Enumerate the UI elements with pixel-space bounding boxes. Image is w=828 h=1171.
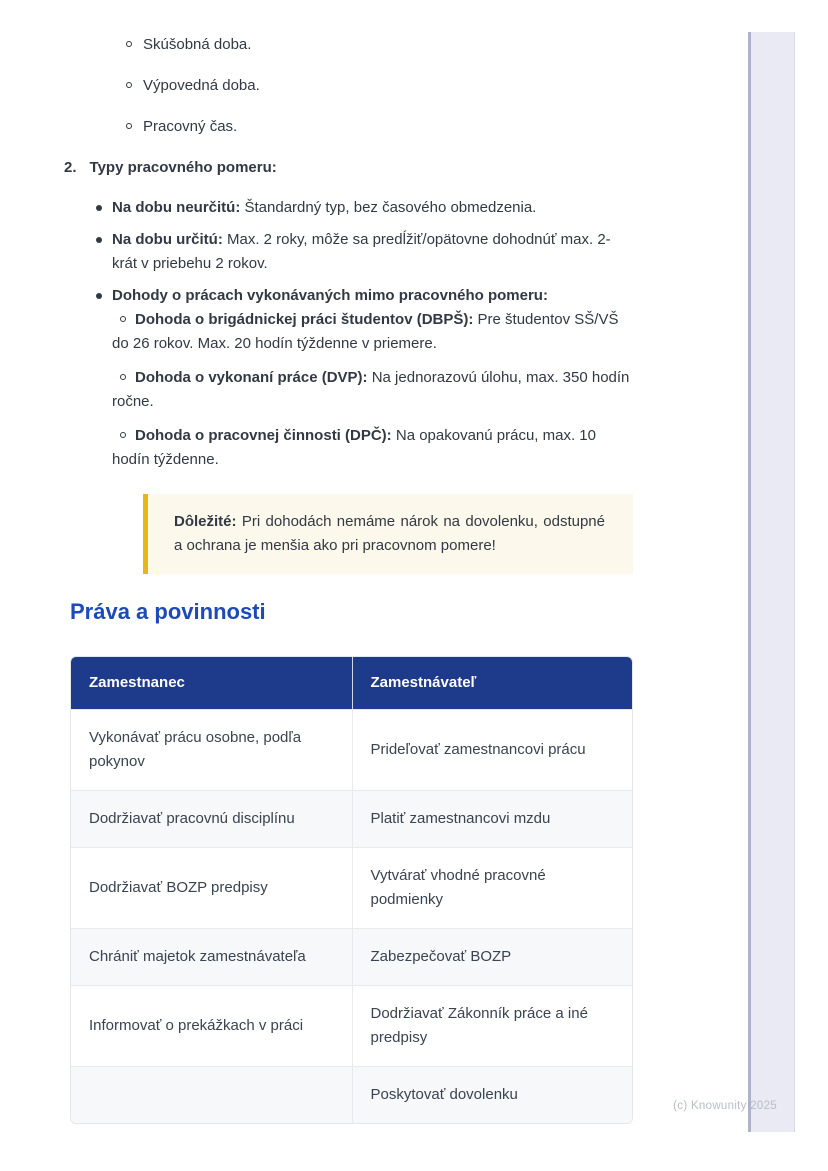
circle-bullet-icon (120, 374, 126, 380)
table-header-cell-employee: Zamestnanec (71, 657, 352, 709)
list-item (70, 33, 633, 57)
important-callout (143, 494, 633, 574)
list-item-term: Na dobu určitú: (112, 231, 223, 248)
list-item-term: Dohoda o brigádnickej práci študentov (DBPŠ): (135, 311, 474, 328)
table-row (71, 790, 632, 847)
section-heading: Práva a povinnosti (70, 599, 266, 624)
circle-list-top (70, 33, 633, 139)
bullet-list (70, 196, 633, 472)
table-cell: Zabezpečovať BOZP (352, 928, 633, 985)
list-item-text: Max. 2 roky, môže sa predĺžiť/opätovne dohodnúť max. 2-krát v priebehu 2 rokov. (112, 231, 611, 272)
table-cell: Platiť zamestnancovi mzdu (352, 790, 633, 847)
circle-bullet-icon (126, 82, 132, 88)
table-cell: Chrániť majetok zamestnávateľa (71, 928, 352, 985)
numbered-item-label: Typy pracovného pomeru: (89, 159, 277, 176)
table-header-row (71, 657, 632, 709)
table-body (71, 709, 632, 1123)
table-head (71, 657, 632, 709)
table-cell: Informovať o prekážkach v práci (71, 985, 352, 1066)
disc-bullet-icon (96, 237, 102, 243)
table-row (71, 928, 632, 985)
table-row (71, 847, 632, 928)
list-item-term: Dohoda o vykonaní práce (DVP): (135, 369, 368, 386)
circle-bullet-icon (120, 432, 126, 438)
disc-bullet-icon (96, 293, 102, 299)
table-header-cell-employer: Zamestnávateľ (352, 657, 633, 709)
list-item-term: Dohody o prácach vykonávaných mimo pracovného pomeru: (112, 287, 548, 304)
list-item (70, 74, 633, 98)
table-row (71, 709, 632, 790)
table-row (71, 985, 632, 1066)
page-edge-strip (748, 32, 795, 1132)
table-cell: Vykonávať prácu osobne, podľa pokynov (71, 709, 352, 790)
callout-label: Dôležité: (174, 513, 237, 530)
watermark: (c) Knowunity 2025 (673, 1100, 777, 1112)
list-item (70, 196, 633, 220)
rights-duties-table (70, 656, 633, 1124)
circle-bullet-icon (126, 123, 132, 129)
list-item-text: Skúšobná doba. (143, 36, 252, 53)
list-item-term: Dohoda o pracovnej činnosti (DPČ): (135, 427, 392, 444)
circle-bullet-icon (120, 316, 126, 322)
list-item-text: Na opakovanú prácu, max. 10 hodín týždenne. (112, 427, 596, 468)
table-cell: Poskytovať dovolenku (352, 1066, 633, 1123)
list-number: 2. (64, 159, 77, 176)
list-item (70, 284, 633, 472)
table-cell (71, 1066, 352, 1123)
list-item-text: Na jednorazovú úlohu, max. 350 hodín ročne. (112, 369, 630, 410)
circle-sublist (70, 308, 633, 472)
table-cell: Prideľovať zamestnancovi prácu (352, 709, 633, 790)
list-item-text: Výpovedná doba. (143, 77, 260, 94)
document-content (64, 0, 633, 1124)
table-cell: Dodržiavať BOZP predpisy (71, 847, 352, 928)
circle-bullet-icon (126, 41, 132, 47)
list-item-text: Pracovný čas. (143, 118, 238, 135)
list-item-text: Pre študentov SŠ/VŠ do 26 rokov. Max. 20 hodín týždenne v priemere. (112, 311, 619, 352)
numbered-item (64, 156, 633, 180)
table-cell: Vytvárať vhodné pracovné podmienky (352, 847, 633, 928)
list-item (70, 424, 633, 472)
list-item (70, 228, 633, 276)
list-item-term: Na dobu neurčitú: (112, 199, 241, 216)
table-cell: Dodržiavať Zákonník práce a iné predpisy (352, 985, 633, 1066)
table-cell: Dodržiavať pracovnú disciplínu (71, 790, 352, 847)
disc-bullet-icon (96, 205, 102, 211)
list-item-text: Štandardný typ, bez časového obmedzenia. (240, 199, 537, 216)
table-row (71, 1066, 632, 1123)
list-item (70, 366, 633, 414)
list-item (70, 115, 633, 139)
list-item (70, 308, 633, 356)
callout-text: Pri dohodách nemáme nárok na dovolenku, odstupné a ochrana je menšia ako pri pracovnom pomere! (174, 513, 605, 554)
